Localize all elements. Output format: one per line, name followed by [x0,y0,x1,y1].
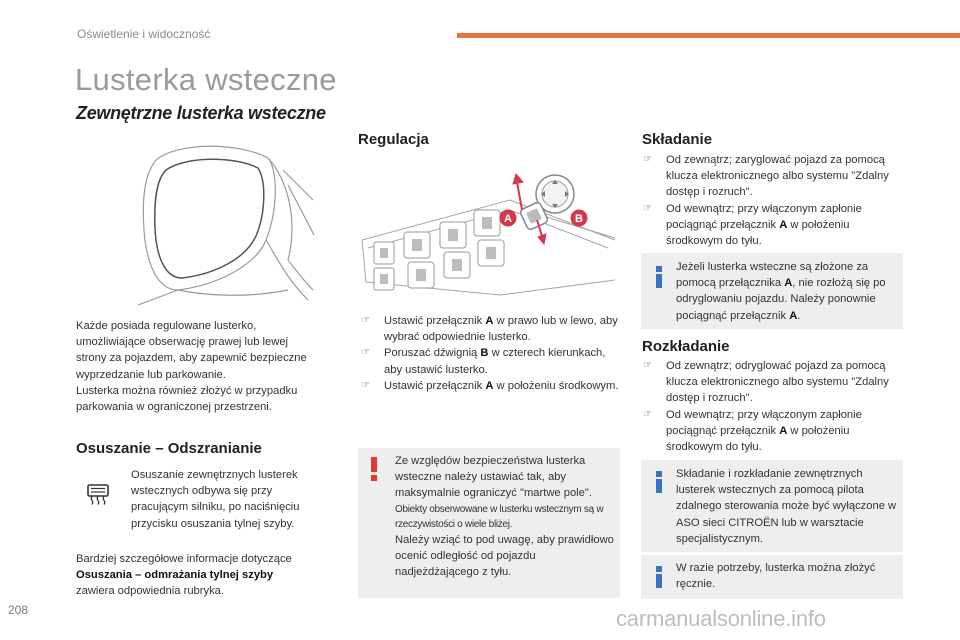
defog-more-line1: Bardziej szczegółowe informacje dotyczące [76,553,292,565]
defog-line: wstecznych odbywa się przy [131,485,273,498]
info-manual-text: W razie potrzeby, lusterka można złożyć ręcznie. [676,562,876,591]
list-item: ☞ Od wewnątrz; przy włączonym zapłonie pociągnąć przełącznik A w położeniu środkowym do tyłu. [643,202,862,248]
bullet-icon: ☞ [643,360,652,371]
info-box-manual [641,555,903,599]
bullet-icon: ☞ [643,408,652,420]
label-a: A [504,213,512,225]
intro-line: umożliwiające obserwację prawej lub lewej [76,336,289,349]
defog-more-info [76,551,346,600]
bullet-icon: ☞ [643,202,652,214]
bullet-icon: ☞ [361,347,370,359]
info-box-remote [641,460,903,552]
intro-line: Lusterka można również złożyć w przypadku [76,384,298,397]
info-icon [653,566,665,588]
defog-line: Osuszanie zewnętrznych lusterek [131,469,298,481]
warning-box [358,448,620,598]
list-item: ☞ Poruszać dźwignią B w czterech kierunkach, aby ustawić lusterko. [361,347,606,376]
defog-more-link: Osuszania – odmrażania tylnej szyby [76,569,274,582]
rear-defog-icon [86,483,110,505]
watermark: carmanualsonline.info [616,606,826,631]
header-accent-bar [457,33,960,38]
defog-text [131,467,346,532]
intro-line: strony za pojazdem, aby zapewnić bezpieczne [76,352,307,365]
list-item: ☞ Od wewnątrz; przy włączonym zapłonie pociągnąć przełącznik A w położeniu środkowym do tyłu. [643,408,862,454]
list-item: ☞ Od zewnątrz; zaryglować pojazd za pomocą klucza elektronicznego albo systemu "Zdalny dostęp i rozruch". [643,154,889,199]
warning-text-2: Obiekty obserwowane w lusterku wstecznym są w rzeczywistości o wiele bliżej. [395,503,604,530]
warning-text-3: Należy wziąć to pod uwagę, aby prawidłowo ocenić odległość od pojazdu nadjeżdżającego z tyłu. [395,533,614,579]
mirror-control-illustration [360,170,618,300]
intro-line: wyprzedzanie lub parkowanie. [76,368,226,381]
label-b: B [575,213,583,225]
info-box-folding: Jeżeli lusterka wsteczne są złożone za pomocą przełącznika A, nie rozłożą się po odryglowaniu pojazdu. Należy ponownie pociągnąć przełącznik A. [641,253,903,329]
warning-text-1: Ze względów bezpieczeństwa lusterka wsteczne należy ustawiać tak, aby maksymalnie ograniczyć "martwe pole". [395,455,592,500]
intro-line: parkowania w ograniczonej przestrzeni. [76,401,272,414]
defog-line: pracującym silniku, po naciśnięciu [131,501,300,514]
side-mirror-illustration [138,140,316,308]
intro-line: Każde posiada regulowane lusterko, [76,320,257,332]
warning-icon [369,457,379,481]
info-icon [653,266,665,288]
defog-more-line2: zawiera odpowiednia rubryka. [76,585,225,598]
bullet-icon: ☞ [361,315,370,326]
skladanie-heading: Składanie [642,131,713,148]
info-remote-text: Składanie i rozkładanie zewnętrznych lusterek wstecznych za pomocą pilota zdalnego sterowania może być wyłączone w ASO sieci CITROËN lub w warsztacie specjalistycznym. [676,468,897,545]
defog-line: przycisku osuszania tylnej szyby. [131,517,295,530]
regulacja-heading: Regulacja [358,131,429,148]
page-subtitle: Zewnętrzne lusterka wsteczne [76,103,326,123]
rozkladanie-heading: Rozkładanie [642,338,730,355]
list-item: ☞ Ustawić przełącznik A w prawo lub w lewo, aby wybrać odpowiednie lusterko. [361,315,618,344]
regulacja-steps [361,313,621,394]
bullet-icon: ☞ [361,379,370,391]
defog-heading: Osuszanie – Odszranianie [76,440,262,457]
rozkladanie-steps [643,358,903,455]
list-item: ☞ Od zewnątrz; odryglować pojazd za pomocą klucza elektronicznego albo systemu "Zdalny dostęp i rozruch". [643,360,889,405]
bullet-icon: ☞ [643,154,652,165]
page-number: 208 [8,603,29,617]
skladanie-steps [643,152,903,249]
info-icon [653,471,665,493]
page-title: Lusterka wsteczne [75,62,337,97]
section-header: Oświetlenie i widoczność [77,27,211,41]
intro-paragraph [76,318,346,415]
list-item: ☞ Ustawić przełącznik A w położeniu środkowym. [361,378,621,394]
